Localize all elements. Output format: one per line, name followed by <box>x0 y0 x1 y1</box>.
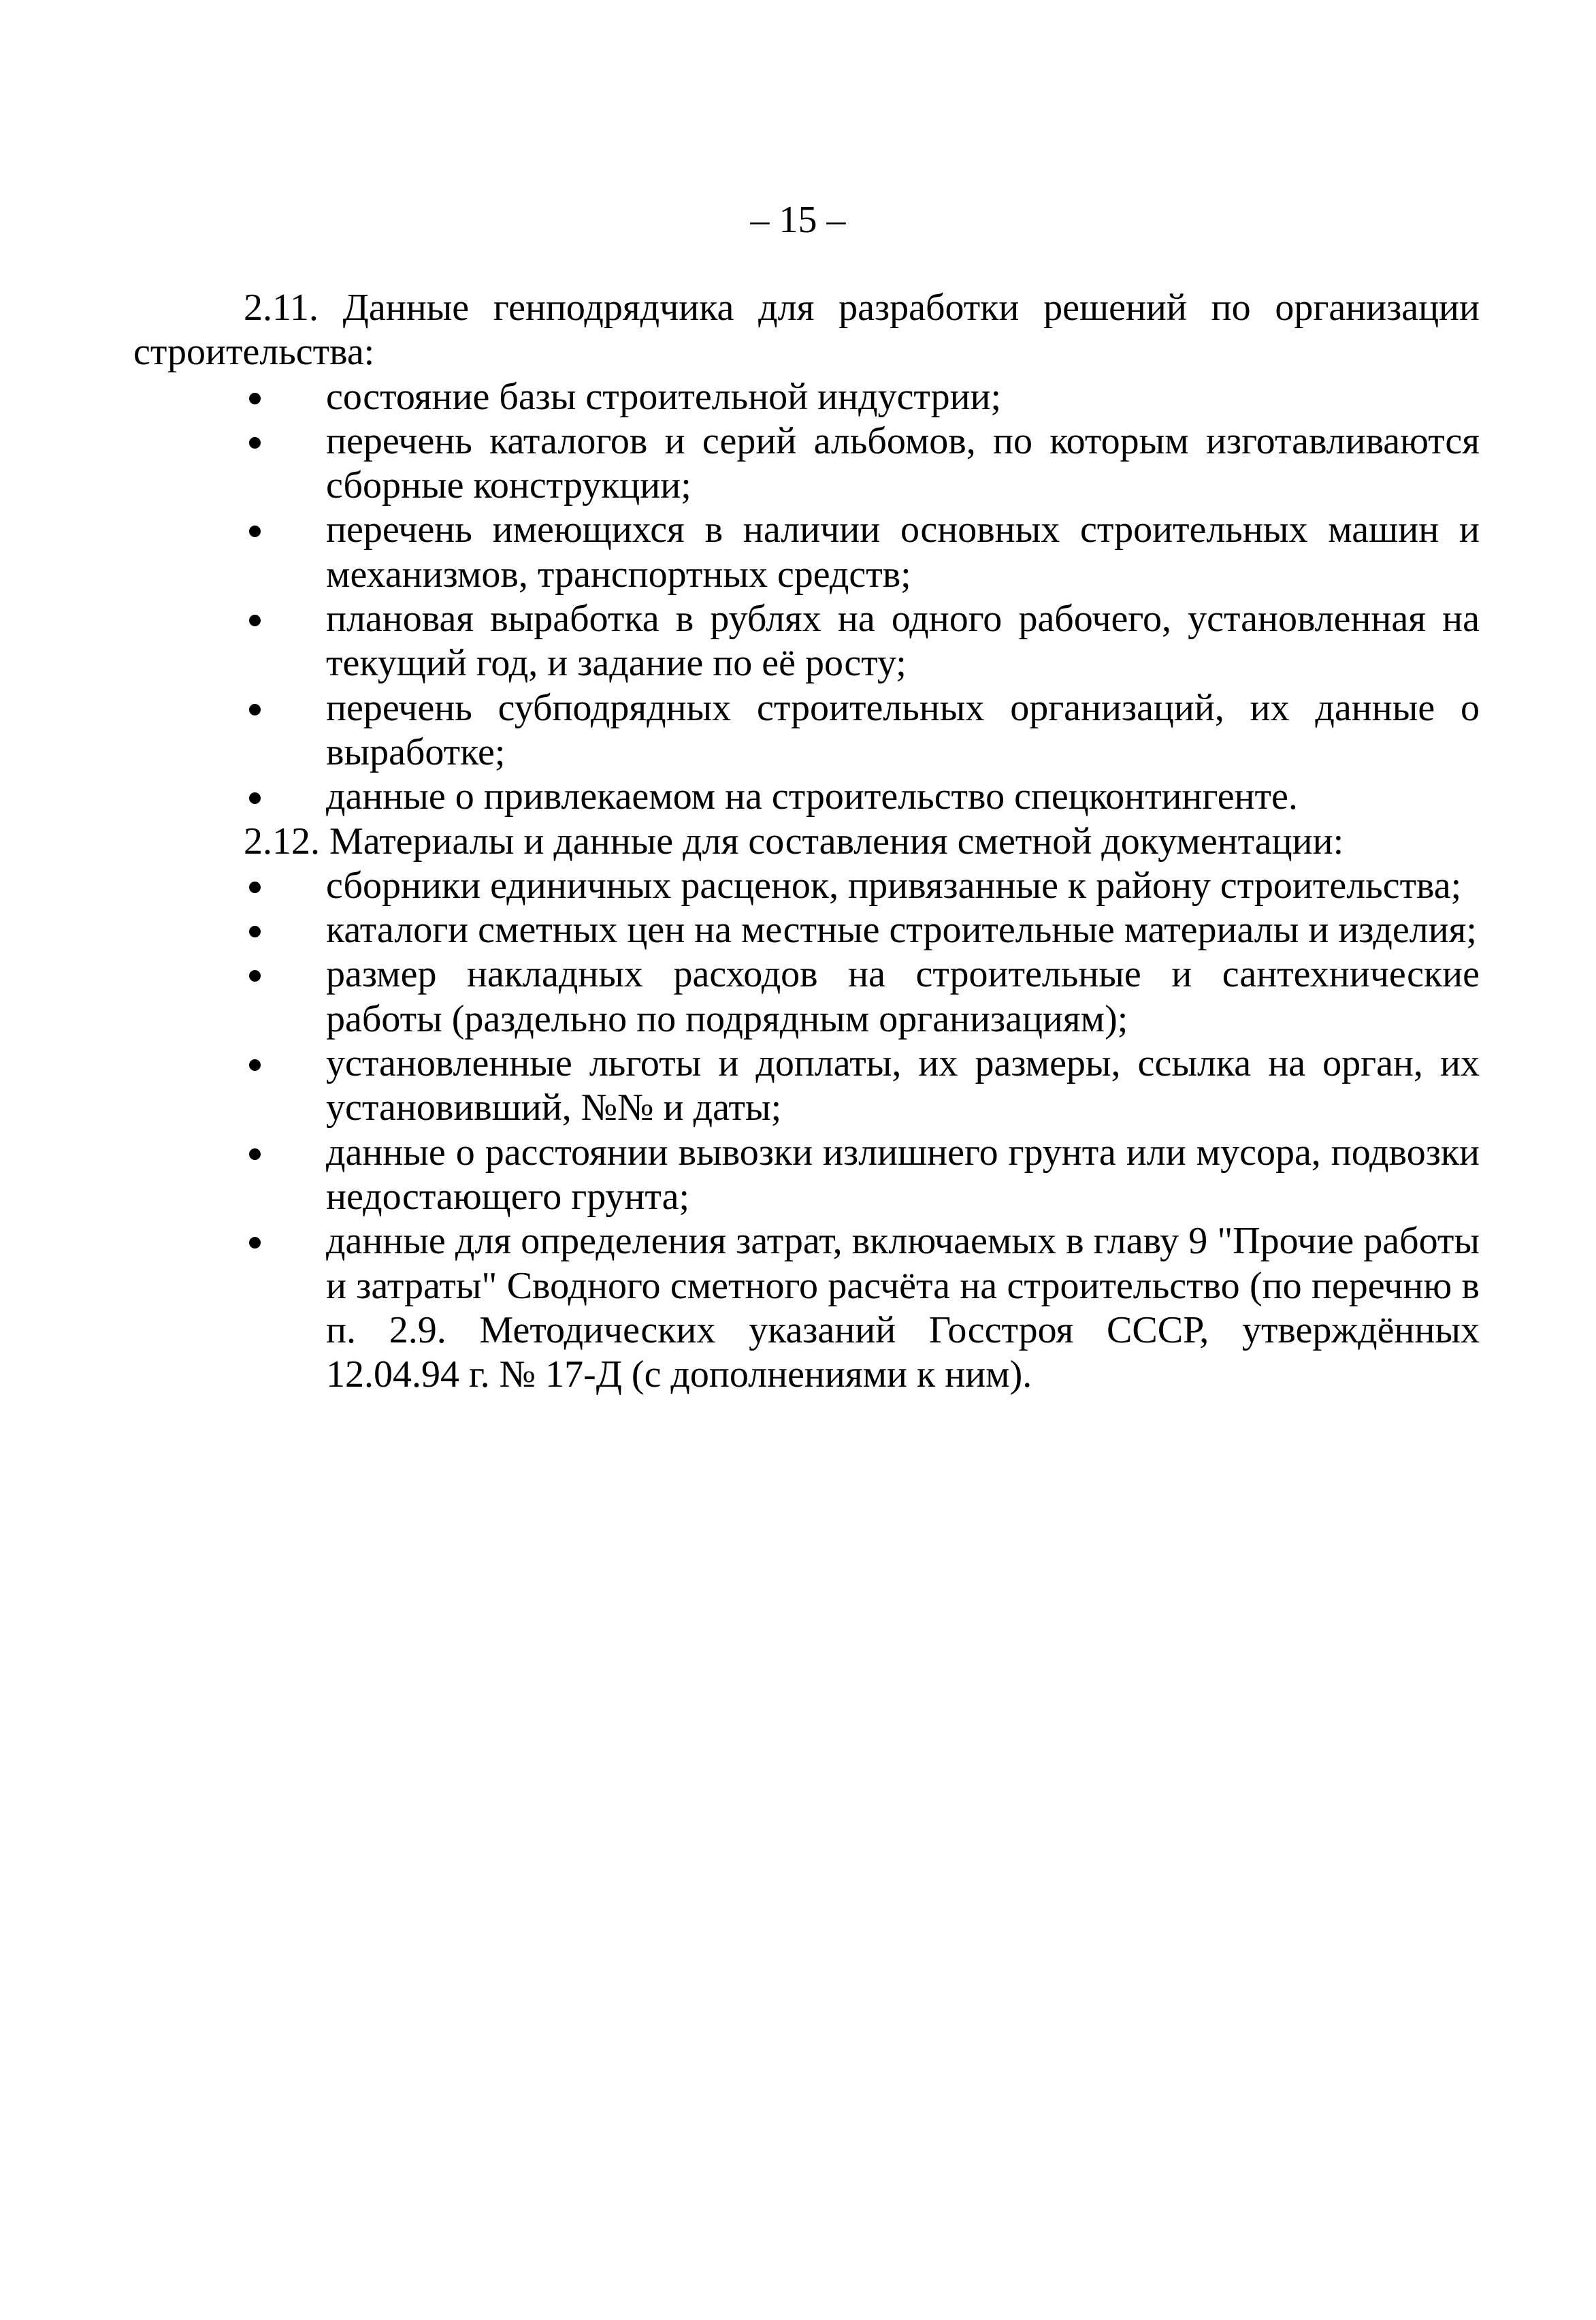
section-2-12-list <box>133 864 1480 1398</box>
list-item-text: размер накладных расходов на строительные и сантехнические работы (раздельно по подрядным организациям); <box>326 953 1480 1040</box>
list-item <box>133 597 1480 686</box>
bullet-icon <box>249 882 261 893</box>
list-item <box>133 864 1480 908</box>
section-2-11-heading: 2.11. Данные генподрядчика для разработки решений по организации строительства: <box>133 287 1480 374</box>
list-item-text: данные для определения затрат, включаемых в главу 9 "Прочие работы и затраты" Сводного сметного расчёта на строительство (по перечню в п. 2.9. Методических указаний Госстроя СССР, утверждённых 12.04.94 г. № 17-Д (с дополнениями к ним). <box>326 1220 1480 1396</box>
list-item-text: перечень имеющихся в наличии основных строительных машин и механизмов, транспортных средств; <box>326 509 1480 596</box>
bullet-icon <box>249 792 261 804</box>
list-item-text: данные о привлекаемом на строительство спецконтингенте. <box>326 775 1298 818</box>
list-item-text: состояние базы строительной индустрии; <box>326 375 1002 418</box>
bullet-icon <box>249 926 261 937</box>
bullet-icon <box>249 704 261 715</box>
list-item <box>133 952 1480 1042</box>
list-item <box>133 1131 1480 1220</box>
list-item-text: каталоги сметных цен на местные строительные материалы и изделия; <box>326 909 1477 952</box>
list-item <box>133 1219 1480 1397</box>
section-2-12-heading: 2.12. Материалы и данные для составления сметной документации: <box>244 820 1344 863</box>
list-item <box>133 1042 1480 1131</box>
bullet-icon <box>249 970 261 982</box>
document-body <box>133 286 1480 1397</box>
section-2-11-list <box>133 375 1480 820</box>
bullet-icon <box>249 615 261 626</box>
list-item-text: данные о расстоянии вывозки излишнего грунта или мусора, подвозки недостающего грунта; <box>326 1131 1480 1218</box>
list-item <box>133 375 1480 419</box>
bullet-icon <box>249 1059 261 1071</box>
list-item-text: сборники единичных расценок, привязанные к району строительства; <box>326 864 1462 907</box>
bullet-icon <box>249 1148 261 1160</box>
list-item <box>133 419 1480 509</box>
bullet-icon <box>249 526 261 537</box>
list-item <box>133 908 1480 952</box>
list-item-text: перечень каталогов и серий альбомов, по которым изготавливаются сборные конструкции; <box>326 419 1480 507</box>
list-item-text: установленные льготы и доплаты, их размеры, ссылка на орган, их установивший, №№ и даты; <box>326 1042 1480 1129</box>
bullet-icon <box>249 1237 261 1248</box>
list-item <box>133 686 1480 775</box>
list-item <box>133 775 1480 819</box>
list-item-text: перечень субподрядных строительных организаций, их данные о выработке; <box>326 686 1480 773</box>
bullet-icon <box>249 437 261 449</box>
list-item-text: плановая выработка в рублях на одного рабочего, установленная на текущий год, и задание по её росту; <box>326 598 1480 685</box>
page-number: – 15 – <box>750 199 846 241</box>
list-item <box>133 508 1480 597</box>
bullet-icon <box>249 393 261 404</box>
